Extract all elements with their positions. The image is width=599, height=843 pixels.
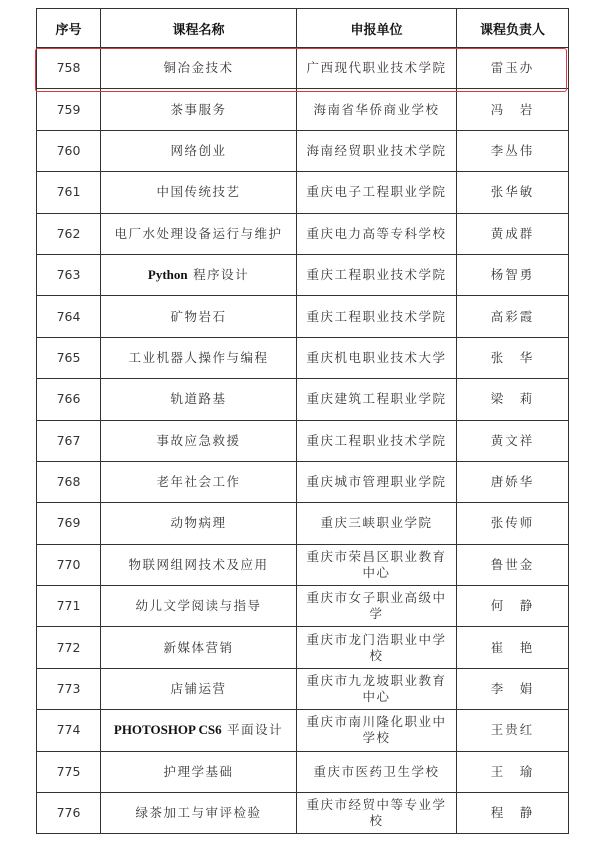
cell-unit: 重庆市医药卫生学校 xyxy=(297,751,457,792)
cell-unit: 重庆三峡职业学院 xyxy=(297,503,457,544)
table-row xyxy=(37,751,569,792)
course-name-latin: Python xyxy=(147,267,188,283)
cell-unit: 海南经贸职业技术学院 xyxy=(297,130,457,171)
course-name-text: 程序设计 xyxy=(187,267,250,283)
cell-no: 762 xyxy=(37,213,101,254)
course-name-text: 茶事服务 xyxy=(170,101,227,117)
table-row xyxy=(37,213,569,254)
cell-no: 767 xyxy=(37,420,101,461)
cell-unit: 重庆机电职业技术大学 xyxy=(297,337,457,378)
course-name-text: 电厂水处理设备运行与维护 xyxy=(114,225,283,241)
table-row xyxy=(37,710,569,751)
cell-unit: 重庆工程职业技术学院 xyxy=(297,296,457,337)
cell-unit: 海南省华侨商业学校 xyxy=(297,89,457,130)
header-row xyxy=(37,9,569,48)
cell-no: 764 xyxy=(37,296,101,337)
cell-person: 冯 岩 xyxy=(457,89,569,130)
cell-no: 774 xyxy=(37,710,101,751)
cell-course-name xyxy=(101,668,297,709)
cell-course-name xyxy=(101,544,297,585)
course-name-text: 绿茶加工与审评检验 xyxy=(135,805,262,821)
table-row xyxy=(37,503,569,544)
cell-course-name xyxy=(101,461,297,502)
table-row xyxy=(37,586,569,627)
cell-course-name xyxy=(101,337,297,378)
cell-unit: 广西现代职业技术学院 xyxy=(297,48,457,89)
table-row xyxy=(37,420,569,461)
cell-course-name xyxy=(101,751,297,792)
table-row xyxy=(37,337,569,378)
course-name-text: 新媒体营销 xyxy=(163,639,234,655)
cell-no: 768 xyxy=(37,461,101,502)
header-person: 课程负责人 xyxy=(457,9,569,48)
cell-person: 何 静 xyxy=(457,586,569,627)
cell-no: 775 xyxy=(37,751,101,792)
table-row xyxy=(37,172,569,213)
cell-course-name xyxy=(101,172,297,213)
cell-no: 761 xyxy=(37,172,101,213)
cell-course-name xyxy=(101,420,297,461)
cell-course-name xyxy=(101,586,297,627)
course-name-text: 店铺运营 xyxy=(170,681,227,697)
cell-no: 776 xyxy=(37,793,101,834)
header-course-name: 课程名称 xyxy=(101,9,297,48)
cell-person: 唐娇华 xyxy=(457,461,569,502)
cell-person: 黄成群 xyxy=(457,213,569,254)
cell-person: 张传师 xyxy=(457,503,569,544)
course-name-text: 平面设计 xyxy=(221,722,284,738)
cell-person: 王 瑜 xyxy=(457,751,569,792)
table-body xyxy=(37,48,569,834)
table-row xyxy=(37,668,569,709)
cell-unit: 重庆市龙门浩职业中学校 xyxy=(297,627,457,668)
table-row xyxy=(37,296,569,337)
cell-person: 王贵红 xyxy=(457,710,569,751)
table-header xyxy=(37,9,569,48)
cell-no: 763 xyxy=(37,254,101,295)
course-name-text: 护理学基础 xyxy=(163,763,234,779)
course-name-latin: PHOTOSHOP CS6 xyxy=(113,722,222,738)
course-name-text: 网络创业 xyxy=(170,142,227,158)
cell-no: 772 xyxy=(37,627,101,668)
course-name-text: 事故应急救援 xyxy=(156,432,241,448)
cell-no: 770 xyxy=(37,544,101,585)
cell-person: 鲁世金 xyxy=(457,544,569,585)
header-unit: 申报单位 xyxy=(297,9,457,48)
cell-course-name xyxy=(101,627,297,668)
course-name-text: 轨道路基 xyxy=(170,391,227,407)
cell-no: 769 xyxy=(37,503,101,544)
cell-person: 李 娟 xyxy=(457,668,569,709)
cell-person: 张华敏 xyxy=(457,172,569,213)
cell-unit: 重庆市南川隆化职业中学校 xyxy=(297,710,457,751)
cell-course-name xyxy=(101,503,297,544)
cell-unit: 重庆电力高等专科学校 xyxy=(297,213,457,254)
cell-person: 杨智勇 xyxy=(457,254,569,295)
cell-course-name xyxy=(101,710,297,751)
cell-no: 766 xyxy=(37,379,101,420)
cell-person: 崔 艳 xyxy=(457,627,569,668)
cell-course-name xyxy=(101,296,297,337)
table-row xyxy=(37,254,569,295)
course-name-text: 矿物岩石 xyxy=(170,308,227,324)
course-name-text: 老年社会工作 xyxy=(156,474,241,490)
cell-person: 程 静 xyxy=(457,793,569,834)
cell-no: 773 xyxy=(37,668,101,709)
course-name-text: 动物病理 xyxy=(170,515,227,531)
cell-person: 雷玉办 xyxy=(457,48,569,89)
cell-no: 765 xyxy=(37,337,101,378)
cell-unit: 重庆市经贸中等专业学校 xyxy=(297,793,457,834)
cell-unit: 重庆工程职业技术学院 xyxy=(297,420,457,461)
table-row xyxy=(37,130,569,171)
table-row xyxy=(37,89,569,130)
course-table-container xyxy=(36,8,568,834)
table-row xyxy=(37,461,569,502)
cell-unit: 重庆工程职业技术学院 xyxy=(297,254,457,295)
cell-unit: 重庆建筑工程职业学院 xyxy=(297,379,457,420)
cell-no: 758 xyxy=(37,48,101,89)
cell-no: 759 xyxy=(37,89,101,130)
course-name-text: 幼儿文学阅读与指导 xyxy=(135,598,262,614)
cell-unit: 重庆市荣昌区职业教育中心 xyxy=(297,544,457,585)
cell-unit: 重庆城市管理职业学院 xyxy=(297,461,457,502)
cell-unit: 重庆电子工程职业学院 xyxy=(297,172,457,213)
cell-person: 梁 莉 xyxy=(457,379,569,420)
cell-person: 黄文祥 xyxy=(457,420,569,461)
cell-person: 张 华 xyxy=(457,337,569,378)
table-row xyxy=(37,48,569,89)
course-name-text: 铜冶金技术 xyxy=(163,60,234,76)
cell-course-name xyxy=(101,379,297,420)
header-no: 序号 xyxy=(37,9,101,48)
cell-course-name xyxy=(101,89,297,130)
cell-course-name xyxy=(101,213,297,254)
course-name-text: 中国传统技艺 xyxy=(156,184,241,200)
course-name-text: 工业机器人操作与编程 xyxy=(128,349,269,365)
table-row xyxy=(37,627,569,668)
table-row xyxy=(37,793,569,834)
cell-course-name xyxy=(101,254,297,295)
table-row xyxy=(37,379,569,420)
cell-course-name xyxy=(101,793,297,834)
cell-unit: 重庆市女子职业高级中学 xyxy=(297,586,457,627)
course-name-text: 物联网组网技术及应用 xyxy=(128,556,269,572)
cell-no: 771 xyxy=(37,586,101,627)
cell-course-name xyxy=(101,48,297,89)
table-row xyxy=(37,544,569,585)
course-table xyxy=(36,8,569,834)
cell-person: 高彩霞 xyxy=(457,296,569,337)
cell-no: 760 xyxy=(37,130,101,171)
cell-unit: 重庆市九龙坡职业教育中心 xyxy=(297,668,457,709)
cell-person: 李丛伟 xyxy=(457,130,569,171)
cell-course-name xyxy=(101,130,297,171)
